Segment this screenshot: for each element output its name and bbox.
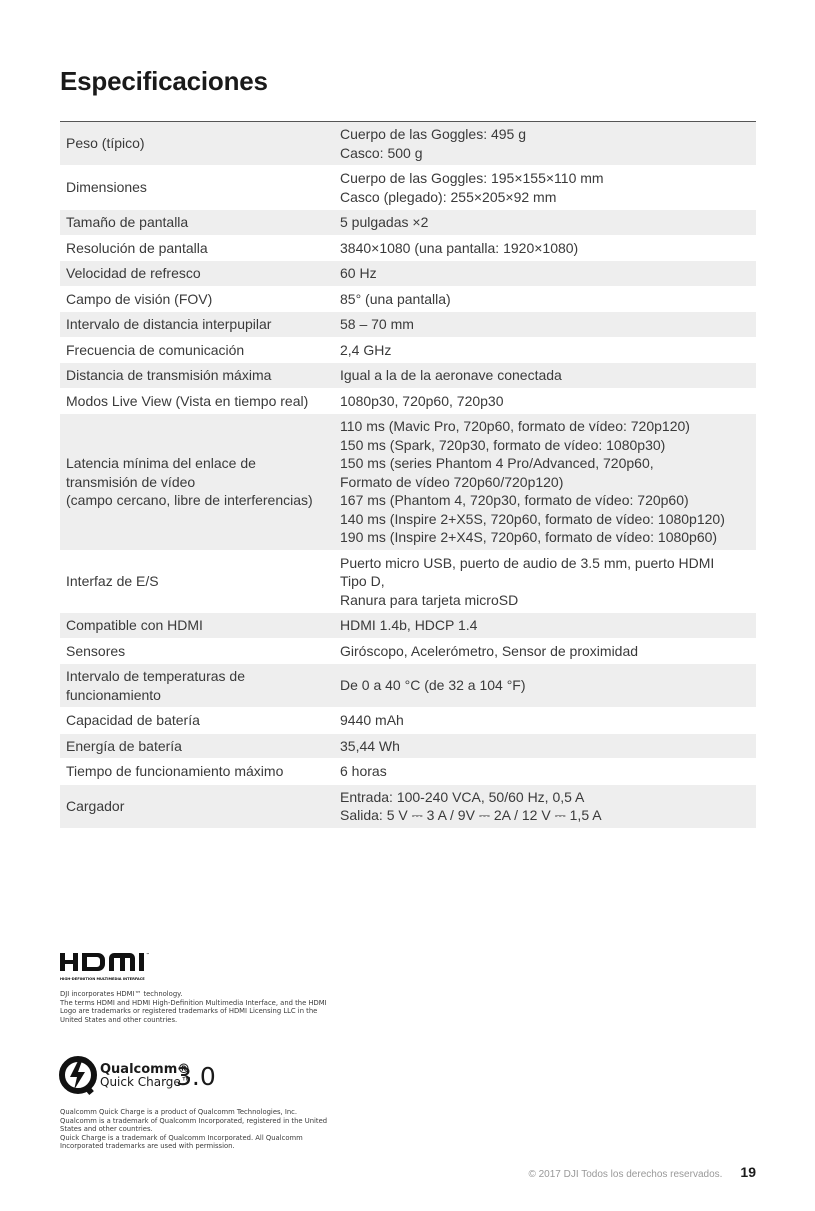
spec-label <box>60 286 334 312</box>
quick-charge-icon <box>62 1059 94 1095</box>
spec-value-line: 35,44 Wh <box>340 737 400 754</box>
spec-label-line: Distancia de transmisión máxima <box>66 367 272 383</box>
spec-value-line: Cuerpo de las Goggles: 495 g <box>340 126 527 142</box>
spec-value-line: 150 ms (series Phantom 4 Pro/Advanced, 720p60, <box>340 455 654 471</box>
spec-label-line: funcionamiento <box>66 686 161 703</box>
hdmi-notice-line: DJI incorporates HDMI™ technology. <box>60 990 183 998</box>
spec-label <box>60 388 334 414</box>
spec-label-line: Dimensiones <box>66 179 147 196</box>
spec-value-line: Casco: 500 g <box>340 144 423 161</box>
spec-row <box>60 166 756 210</box>
spec-label-line: Tiempo de funcionamiento máximo <box>66 763 284 779</box>
spec-label-line: Frecuencia de comunicación <box>66 341 245 358</box>
spec-value-line: 60 Hz <box>340 265 377 281</box>
spec-value-line: Tipo D, <box>340 573 385 589</box>
spec-label <box>60 733 334 759</box>
spec-row <box>60 337 756 363</box>
quick-charge-version: 3.0 <box>176 1062 216 1091</box>
spec-row <box>60 664 756 708</box>
spec-value-line: 1080p30, 720p60, 720p30 <box>340 392 504 409</box>
page-title: Especificaciones <box>60 66 268 96</box>
spec-label <box>60 708 334 734</box>
spec-row <box>60 122 756 166</box>
spec-row <box>60 388 756 414</box>
hdmi-trademark-notice <box>60 990 360 1024</box>
spec-value-line: 3840×1080 (una pantalla: 1920×1080) <box>340 239 579 256</box>
spec-value <box>334 550 756 613</box>
hdmi-notice-line: The terms HDMI and HDMI High-Definition Multimedia Interface, and the HDMI <box>60 998 327 1007</box>
spec-value <box>334 664 756 708</box>
spec-label <box>60 638 334 664</box>
spec-label <box>60 261 334 287</box>
copyright-notice: © 2017 DJI Todos los derechos reservados. <box>528 1169 723 1180</box>
spec-label-line: Velocidad de refresco <box>66 265 201 281</box>
spec-label <box>60 166 334 210</box>
spec-value <box>334 759 756 785</box>
spec-value <box>334 122 756 166</box>
spec-label <box>60 784 334 828</box>
spec-label-line: (campo cercano, libre de interferencias) <box>66 492 313 508</box>
spec-row <box>60 210 756 236</box>
spec-row <box>60 733 756 759</box>
spec-label <box>60 363 334 389</box>
spec-value-line: Salida: 5 V ⎓ 3 A / 9V ⎓ 2A / 12 V ⎓ 1,5 A <box>340 807 602 823</box>
qualcomm-notice-line: States and other countries. <box>60 1125 153 1134</box>
spec-value <box>334 235 756 261</box>
spec-label-line: Sensores <box>66 642 126 659</box>
qualcomm-brand: Qualcomm® <box>100 1062 191 1077</box>
spec-row <box>60 759 756 785</box>
spec-label-line: Latencia mínima del enlace de <box>66 455 256 471</box>
quick-charge-product: Quick Charge™ <box>100 1075 193 1089</box>
spec-value-line: 110 ms (Mavic Pro, 720p60, formato de vídeo: 720p120) <box>340 418 690 434</box>
spec-row <box>60 363 756 389</box>
spec-value-line: 85° (una pantalla) <box>340 290 451 307</box>
spec-label <box>60 337 334 363</box>
spec-label-line: Campo de visión (FOV) <box>66 290 213 307</box>
spec-value-line: 150 ms (Spark, 720p30, formato de vídeo: 1080p30) <box>340 436 666 453</box>
spec-label-line: Intervalo de temperaturas de <box>66 668 245 684</box>
hdmi-logo <box>58 950 178 984</box>
qualcomm-notice-line: Qualcomm is a trademark of Qualcomm Incorporated, registered in the United <box>60 1116 328 1125</box>
spec-value-line: Casco (plegado): 255×205×92 mm <box>340 188 557 205</box>
spec-value-line: Igual a la de la aeronave conectada <box>340 367 562 383</box>
qualcomm-notice-line: Quick Charge is a trademark of Qualcomm Incorporated. All Qualcomm <box>60 1133 303 1142</box>
spec-label-line: transmisión de vídeo <box>66 473 196 490</box>
spec-value <box>334 261 756 287</box>
spec-row <box>60 638 756 664</box>
spec-row <box>60 613 756 639</box>
spec-value-line: Puerto micro USB, puerto de audio de 3.5 mm, puerto HDMI <box>340 554 715 571</box>
page-number: 19 <box>740 1164 756 1180</box>
spec-label-line: Compatible con HDMI <box>66 617 203 633</box>
spec-value-line: 9440 mAh <box>340 712 404 728</box>
specifications-table-body <box>60 122 756 829</box>
spec-value <box>334 388 756 414</box>
spec-value-line: 58 – 70 mm <box>340 316 414 332</box>
spec-label <box>60 210 334 236</box>
spec-value-line: 5 pulgadas ×2 <box>340 214 429 230</box>
spec-label <box>60 235 334 261</box>
spec-value-line: Cuerpo de las Goggles: 195×155×110 mm <box>340 170 604 186</box>
spec-row <box>60 235 756 261</box>
spec-label <box>60 550 334 613</box>
spec-label <box>60 759 334 785</box>
qualcomm-notice-line: Qualcomm Quick Charge is a product of Qualcomm Technologies, Inc. <box>60 1108 298 1116</box>
spec-label-line: Capacidad de batería <box>66 712 200 728</box>
spec-value-line: 140 ms (Inspire 2+X5S, 720p60, formato de vídeo: 1080p120) <box>340 510 725 527</box>
spec-row <box>60 414 756 551</box>
page-footer <box>528 1164 756 1180</box>
spec-value-line: Ranura para tarjeta microSD <box>340 591 519 608</box>
spec-label-line: Tamaño de pantalla <box>66 214 189 230</box>
qualcomm-trademark-notice <box>60 1108 360 1151</box>
spec-row <box>60 784 756 828</box>
specifications-table <box>60 121 756 829</box>
spec-value-line: 2,4 GHz <box>340 341 392 358</box>
spec-row <box>60 312 756 338</box>
spec-label <box>60 414 334 551</box>
spec-label-line: Energía de batería <box>66 737 182 754</box>
spec-value-line: Entrada: 100-240 VCA, 50/60 Hz, 0,5 A <box>340 788 585 805</box>
hdmi-notice-line: Logo are trademarks or registered trademarks of HDMI Licensing LLC in the <box>60 1007 318 1016</box>
spec-value <box>334 337 756 363</box>
spec-row <box>60 261 756 287</box>
spec-label-line: Peso (típico) <box>66 135 145 152</box>
spec-value-line: 190 ms (Inspire 2+X4S, 720p60, formato de vídeo: 1080p60) <box>340 529 718 545</box>
spec-value <box>334 363 756 389</box>
qualcomm-notice-line: Incorporated trademarks are used with permission. <box>60 1142 235 1151</box>
spec-value-line: Giróscopo, Acelerómetro, Sensor de proximidad <box>340 642 639 659</box>
spec-row <box>60 550 756 613</box>
spec-value-line: Formato de vídeo 720p60/720p120) <box>340 473 564 490</box>
spec-value <box>334 286 756 312</box>
spec-value <box>334 210 756 236</box>
spec-value <box>334 414 756 551</box>
spec-label-line: Resolución de pantalla <box>66 239 208 256</box>
spec-label-line: Intervalo de distancia interpupilar <box>66 316 272 332</box>
spec-label-line: Modos Live View (Vista en tiempo real) <box>66 392 309 409</box>
spec-label <box>60 613 334 639</box>
svg-text:™: ™ <box>146 952 150 957</box>
spec-value <box>334 312 756 338</box>
spec-value <box>334 784 756 828</box>
spec-value-line: 6 horas <box>340 763 387 779</box>
hdmi-tagline: HIGH-DEFINITION MULTIMEDIA INTERFACE <box>60 977 145 981</box>
spec-value-line: De 0 a 40 °C (de 32 a 104 °F) <box>340 677 526 694</box>
hdmi-notice-line: United States and other countries. <box>60 1015 178 1024</box>
spec-label <box>60 664 334 708</box>
spec-value-line: HDMI 1.4b, HDCP 1.4 <box>340 617 478 633</box>
spec-label <box>60 122 334 166</box>
spec-value <box>334 708 756 734</box>
spec-row <box>60 286 756 312</box>
spec-value <box>334 638 756 664</box>
spec-value <box>334 613 756 639</box>
spec-value <box>334 733 756 759</box>
spec-value-line: 167 ms (Phantom 4, 720p30, formato de vídeo: 720p60) <box>340 492 689 508</box>
spec-label-line: Cargador <box>66 797 125 814</box>
spec-label <box>60 312 334 338</box>
spec-value <box>334 166 756 210</box>
spec-row <box>60 708 756 734</box>
qualcomm-quick-charge-logo <box>58 1052 218 1098</box>
spec-label-line: Interfaz de E/S <box>66 573 159 589</box>
